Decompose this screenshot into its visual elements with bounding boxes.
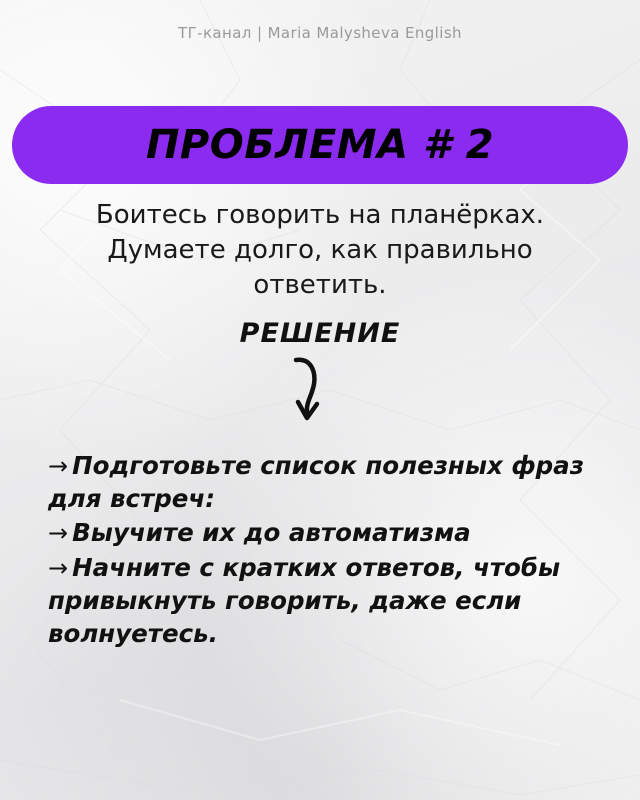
solution-heading: РЕШЕНИЕ <box>239 318 401 349</box>
list-item-label: Выучите их до автоматизма <box>72 518 471 548</box>
list-item-label: Начните с кратких ответов, чтобы привыкнуть говорить, даже если волнуетесь. <box>48 553 561 648</box>
list-item <box>48 552 604 650</box>
list-item <box>48 450 604 515</box>
problem-description: Боитесь говорить на планёрках. Думаете долго, как правильно ответить. <box>95 200 545 300</box>
arrow-right-icon: → <box>48 519 69 548</box>
tips-list <box>48 450 604 652</box>
arrow-right-icon: → <box>48 452 69 480</box>
curved-arrow-down-icon <box>276 356 356 426</box>
list-item-label: Подготовьте список полезных фраз для встреч: <box>48 451 584 513</box>
problem-badge <box>12 106 628 184</box>
problem-badge-label: ПРОБЛЕМА # 2 <box>145 122 495 168</box>
arrow-right-icon: → <box>48 554 69 583</box>
channel-credit: ТГ-канал | Maria Malysheva English <box>178 24 462 42</box>
list-item <box>48 517 604 550</box>
